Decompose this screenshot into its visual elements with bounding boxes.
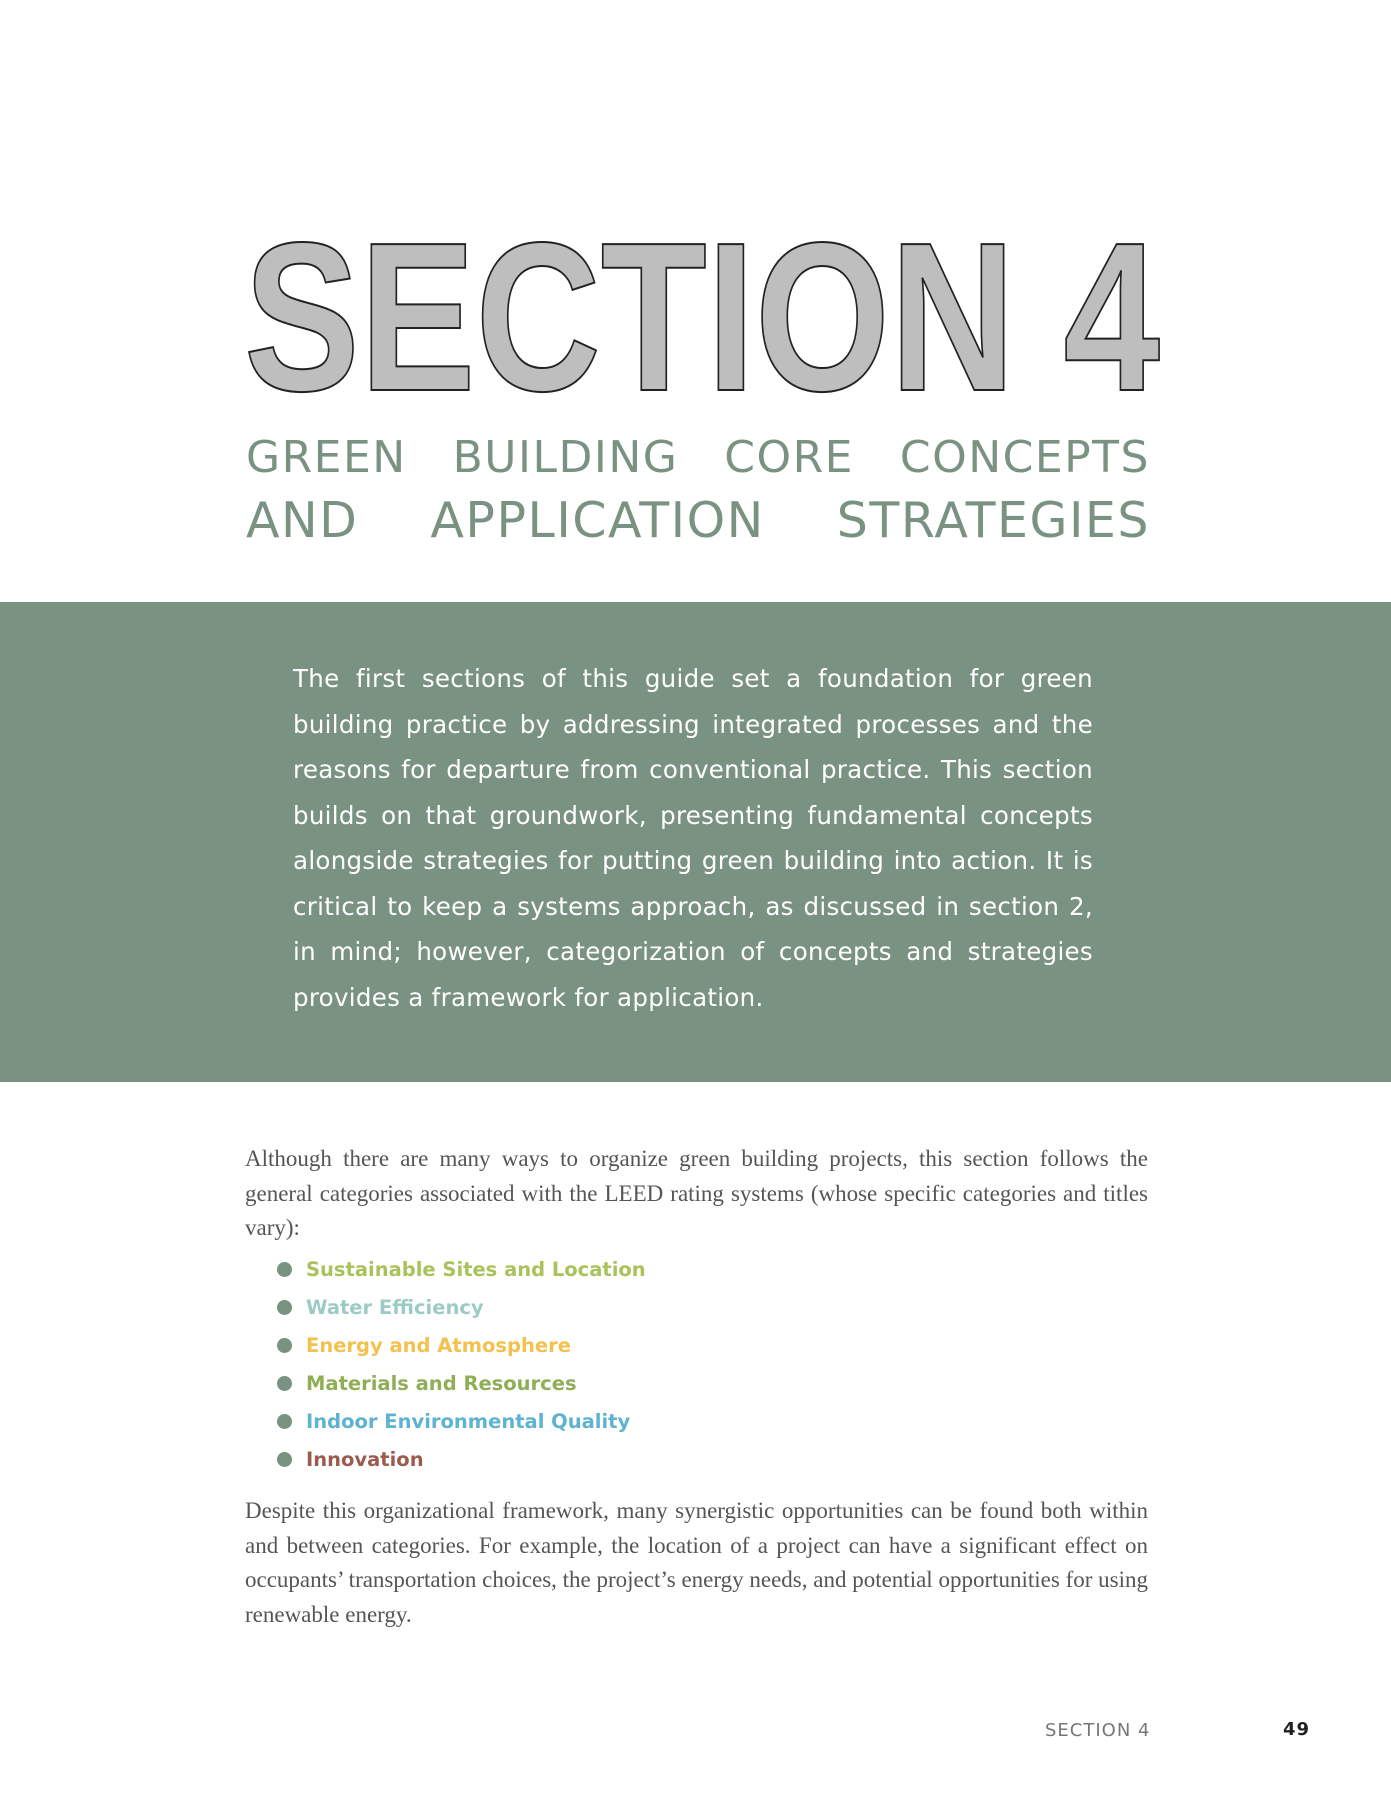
intro-paragraph: The first sections of this guide set a foundation for green building practice by addressing integrated processes and the reasons for departure from conventional practice. This section builds on that groundwork, presenting fundamental concepts alongside strategies for putting green building into action. It is critical to keep a systems approach, as discussed in section 2, in mind; however, categorization of concepts and strategies provides a framework for application. — [293, 664, 1093, 1012]
category-label: Water Efficiency — [306, 1295, 484, 1319]
footer-section-label: SECTION 4 — [1045, 1720, 1151, 1741]
list-item — [277, 1402, 646, 1440]
list-item — [277, 1288, 646, 1326]
bullet-icon — [277, 1376, 292, 1391]
section-subtitle — [246, 428, 1150, 554]
list-item — [277, 1250, 646, 1288]
category-label: Energy and Atmosphere — [306, 1333, 571, 1357]
section-title-graphic — [244, 198, 1164, 435]
section-title — [244, 198, 1164, 435]
list-item — [277, 1364, 646, 1402]
subtitle-line-1: GREEN BUILDING CORE CONCEPTS — [246, 432, 1150, 483]
category-label: Indoor Environmental Quality — [306, 1409, 631, 1433]
category-list — [277, 1250, 646, 1478]
bullet-icon — [277, 1300, 292, 1315]
list-item — [277, 1440, 646, 1478]
category-label: Innovation — [306, 1447, 424, 1471]
bullet-icon — [277, 1262, 292, 1277]
bullet-icon — [277, 1414, 292, 1429]
bullet-icon — [277, 1338, 292, 1353]
section-title-text: SECTION 4 — [244, 198, 1160, 435]
list-item — [277, 1326, 646, 1364]
bullet-icon — [277, 1452, 292, 1467]
footer-page-number: 49 — [1283, 1719, 1311, 1740]
body-paragraph-1: Although there are many ways to organize green building projects, this section follows the general categories associated with the LEED rating systems (whose specific categories and titles vary): — [245, 1146, 1148, 1240]
category-label: Materials and Resources — [306, 1371, 577, 1395]
body-paragraph-2: Despite this organizational framework, many synergistic opportunities can be found both within and between categories. For example, the location of a project can have a significant effect on occupants’ transportation choices, the project’s energy needs, and potential opportunities for using renewable energy. — [245, 1498, 1148, 1627]
subtitle-line-2: AND APPLICATION STRATEGIES — [246, 492, 1150, 549]
category-label: Sustainable Sites and Location — [306, 1257, 646, 1281]
